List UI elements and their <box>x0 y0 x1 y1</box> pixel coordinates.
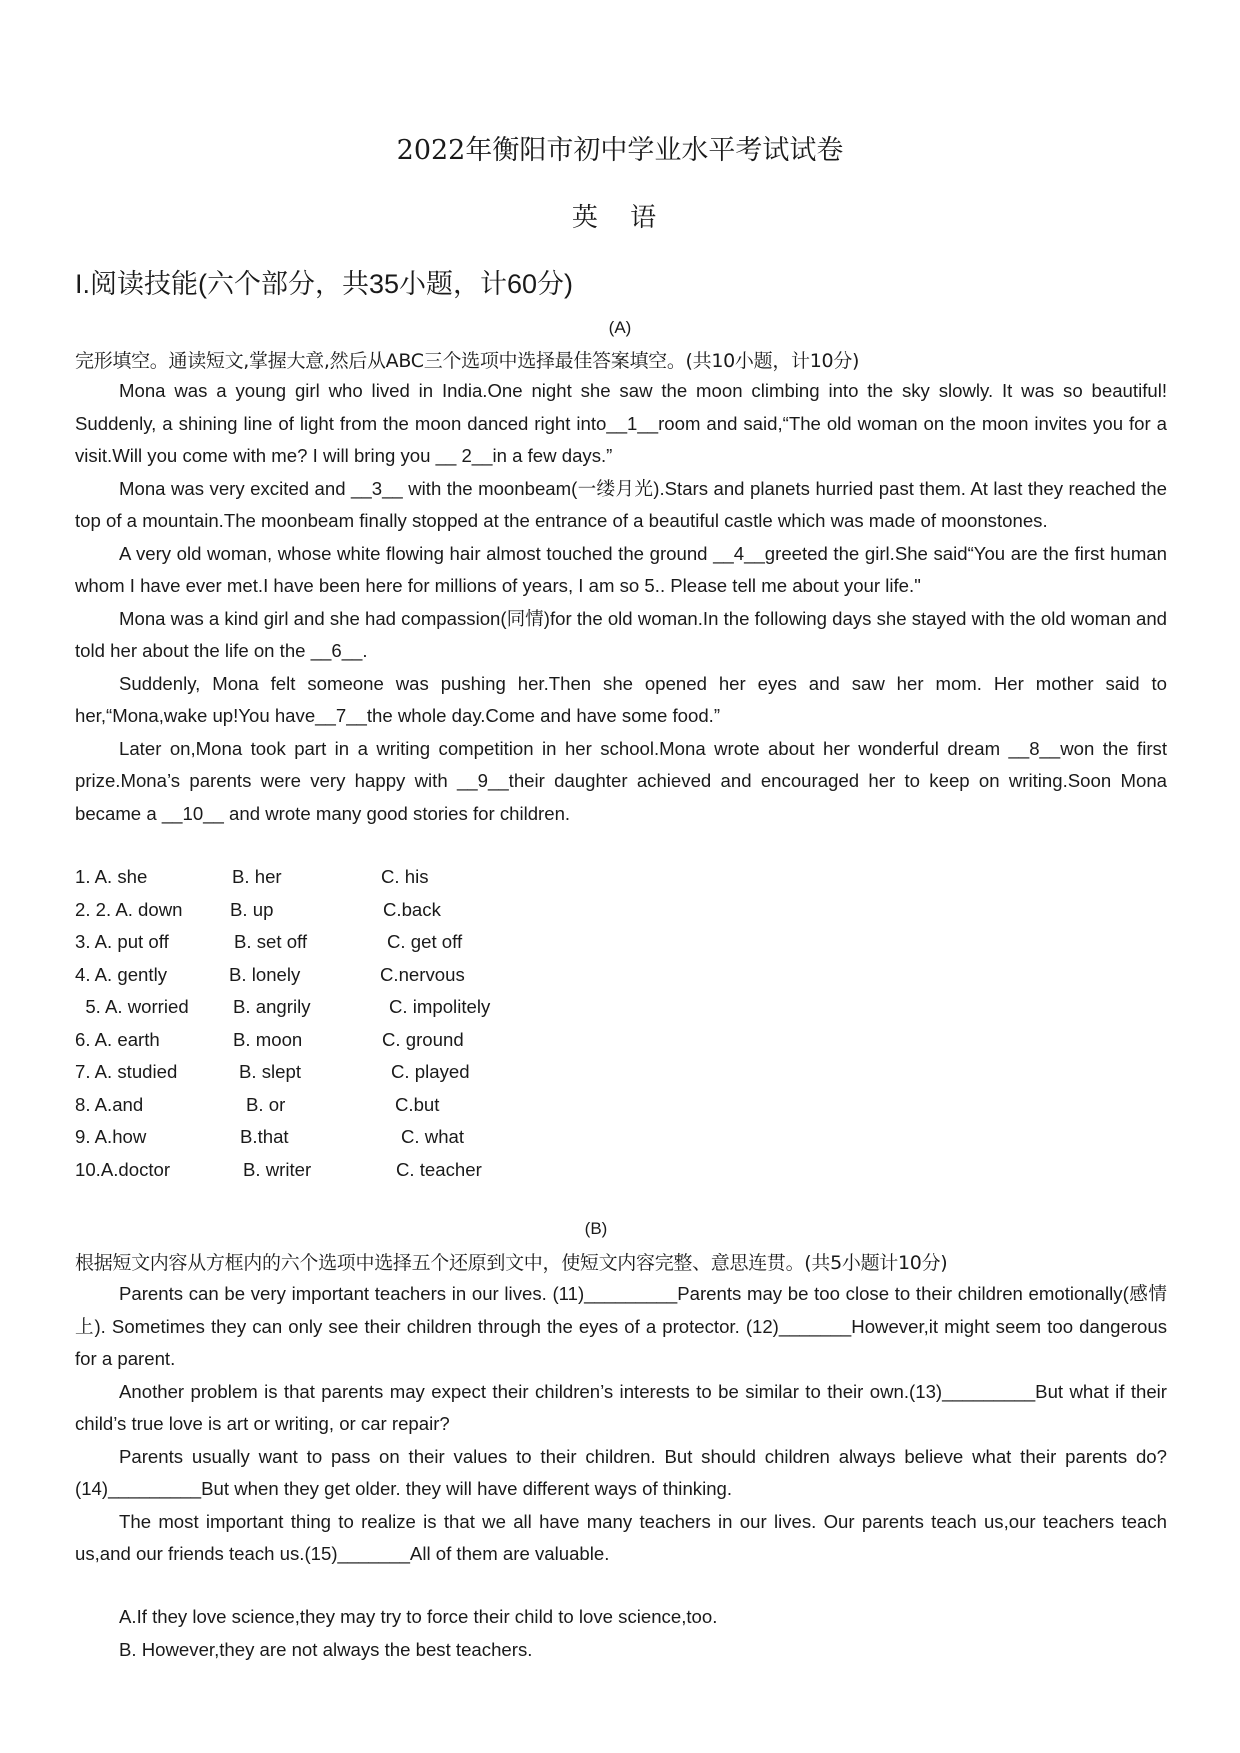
paragraph: Later on,Mona took part in a writing competition in her school.Mona wrote about her wonderful dream __8__won the first prize.Mona’s parents were very happy with __9__their daughter achieved and encouraged her to keep on writing.Soon Mona became a __10__ and wrote many good stories for children. <box>75 737 1167 824</box>
paragraph: The most important thing to realize is that we all have many teachers in our lives. Our parents teach us,our teachers teach us,and our friends teach us.(15)_______All of them are valuable. <box>75 1510 1167 1564</box>
option-b: B. her <box>232 866 282 887</box>
option-row <box>75 1024 675 1057</box>
paragraph: Parents can be very important teachers in our lives. (11)_________Parents may be too close to their children emotionally(感情上). Sometimes they can only see their children through the eyes of a protector. (12)_______However,it might seem too dangerous for a parent. <box>75 1283 1167 1369</box>
paragraph: Mona was a kind girl and she had compassion(同情)for the old woman.In the following days she stayed with the old woman and told her about the life on the __6__. <box>75 607 1168 661</box>
option-row <box>75 926 675 959</box>
paragraph: Suddenly, Mona felt someone was pushing her.Then she opened her eyes and saw her mom. Her mother said to her,“Mona,wake up!You have__7__the whole day.Come and have some food.” <box>75 672 1167 726</box>
option-c: C.nervous <box>380 963 465 985</box>
part-a-label: (A) <box>608 318 632 337</box>
option-a: 8. A.and <box>75 1093 144 1115</box>
option-a: 4. A. gently <box>75 963 167 985</box>
option-row <box>75 1154 675 1187</box>
option-b: B. angrily <box>233 996 311 1017</box>
paragraph: A very old woman, whose white flowing hair almost touched the ground __4__greeted the girl.She said“You are the first human whom I have ever met.I have been here for millions of years, I am so 5.. Please tell me about your life." <box>75 542 1167 596</box>
part-b-choices <box>119 1601 717 1666</box>
option-row <box>75 959 675 992</box>
option-c: C.but <box>395 1093 440 1115</box>
option-row <box>75 1089 675 1122</box>
option-a: 3. A. put off <box>75 931 169 952</box>
option-row <box>75 861 675 894</box>
option-c: C.back <box>383 898 441 920</box>
part-b-passage <box>75 1278 1167 1571</box>
option-a: 2. 2. A. down <box>75 898 183 920</box>
option-c: C. teacher <box>396 1158 482 1180</box>
paragraph: Mona was very excited and __3__ with the moonbeam(一缕月光).Stars and planets hurried past them. At last they reached the top of a mountain.The moonbeam finally stopped at the entrance of a beautiful castle which was made of moonstones. <box>75 477 1167 531</box>
option-c: C. played <box>391 1061 470 1082</box>
option-row <box>75 991 675 1024</box>
subject-title: 英 语 <box>571 203 669 233</box>
option-b: B. slept <box>239 1061 302 1082</box>
option-b: B. set off <box>234 931 308 952</box>
option-row <box>75 1121 675 1154</box>
option-a: 1. A. she <box>75 866 148 887</box>
option-b: B. lonely <box>229 963 301 985</box>
paragraph: Another problem is that parents may expect their children’s interests to be similar to their own.(13)_________But what if their child’s true love is art or writing, or car repair? <box>75 1380 1167 1434</box>
option-row <box>75 894 675 927</box>
option-c: C. his <box>381 866 429 887</box>
option-a: 9. A.how <box>75 1126 147 1147</box>
paragraph: Mona was a young girl who lived in India.One night she saw the moon climbing into the sky slowly. It was so beautiful! Suddenly, a shining line of light from the moon danced right into__1__room and said,“The old woman on the moon invites you for a visit.Will you come with me? I will bring you __ 2__in a few days.” <box>75 380 1167 466</box>
option-a: 7. A. studied <box>75 1061 178 1082</box>
exam-title: 2022年衡阳市初中学业水平考试试卷 <box>396 135 844 166</box>
option-c: C. ground <box>382 1028 464 1050</box>
part-a-options <box>75 861 675 1186</box>
part-a-instruction: 完形填空。通读短文,掌握大意,然后从ABC三个选项中选择最佳答案填空。(共10小题，计10分) <box>75 350 860 372</box>
option-c: C. get off <box>387 931 463 952</box>
option-a: 6. A. earth <box>75 1028 160 1050</box>
option-b: B. up <box>230 898 274 920</box>
option-b: B. moon <box>233 1028 303 1050</box>
option-row <box>75 1056 675 1089</box>
choice-item: B. However,they are not always the best teachers. <box>119 1638 533 1660</box>
part-a-passage <box>75 375 1167 830</box>
option-b: B. writer <box>243 1158 312 1180</box>
paragraph: Parents usually want to pass on their values to their children. But should children always believe what their parents do?(14)_________But when they get older. they will have different ways of thinking. <box>75 1445 1167 1499</box>
choice-item: A.If they love science,they may try to force their child to love science,too. <box>119 1606 718 1627</box>
section-heading: I.阅读技能(六个部分，共35小题，计60分) <box>75 269 574 299</box>
part-b-instruction: 根据短文内容从方框内的六个选项中选择五个还原到文中，使短文内容完整、意思连贯。(共5小题计10分) <box>75 1252 948 1274</box>
option-c: C. impolitely <box>389 996 491 1017</box>
option-a: 5. A. worried <box>75 996 189 1017</box>
option-a: 10.A.doctor <box>75 1158 171 1180</box>
option-c: C. what <box>401 1126 465 1147</box>
option-b: B. or <box>246 1093 286 1115</box>
option-b: B.that <box>240 1126 289 1147</box>
part-b-label: (B) <box>584 1219 608 1238</box>
